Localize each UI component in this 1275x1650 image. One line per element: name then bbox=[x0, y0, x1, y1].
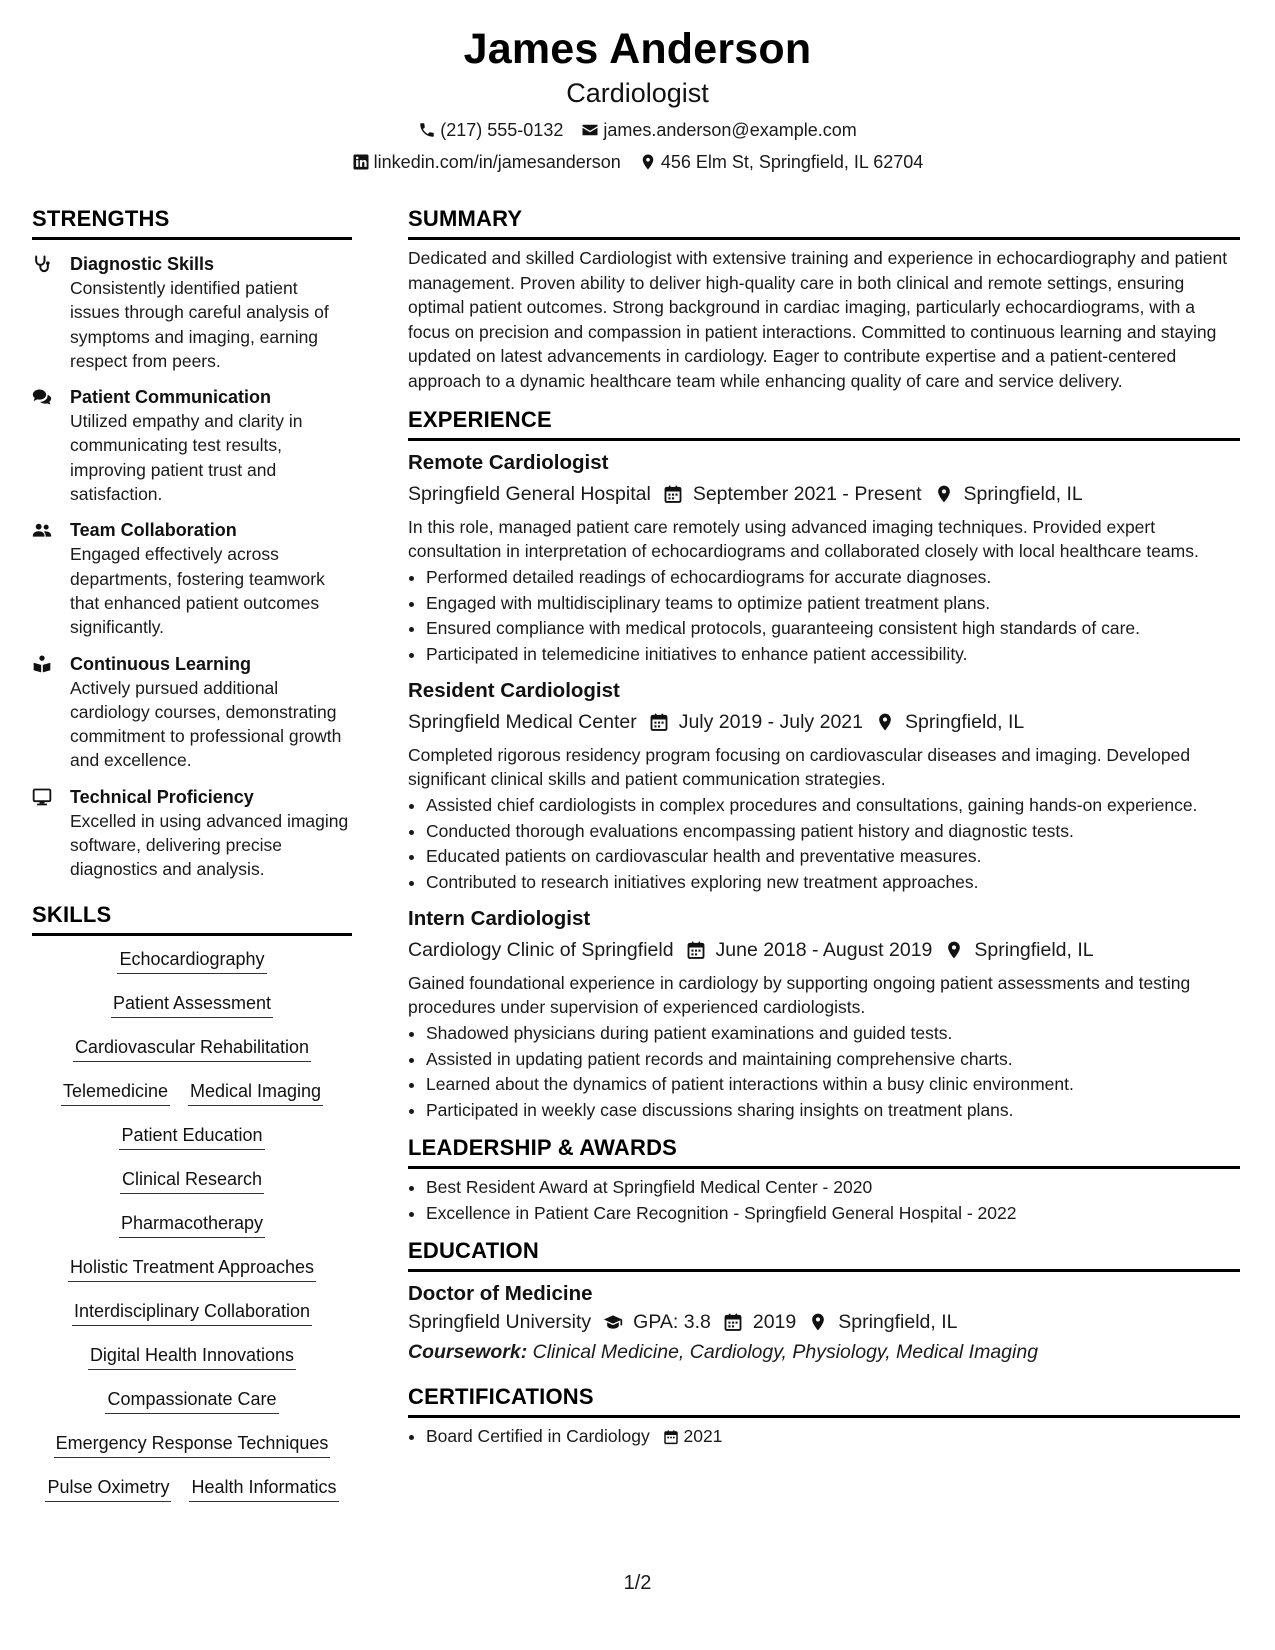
certification-name: Board Certified in Cardiology bbox=[426, 1426, 650, 1446]
skill-tag: Digital Health Innovations bbox=[88, 1344, 296, 1370]
candidate-name: James Anderson bbox=[463, 25, 812, 73]
desktop-icon bbox=[32, 785, 70, 882]
skill-tag: Holistic Treatment Approaches bbox=[68, 1256, 316, 1282]
job-description: Gained foundational experience in cardiology by supporting ongoing patient assessments and testing procedures under supervision of experienced cardiologists. bbox=[408, 973, 1191, 1017]
skill-tag: Emergency Response Techniques bbox=[54, 1432, 331, 1458]
strength-name: Technical Proficiency bbox=[70, 786, 254, 807]
job-org: Springfield Medical Center bbox=[408, 711, 637, 733]
awards-heading: LEADERSHIP & AWARDS bbox=[408, 1135, 1240, 1169]
skill-tag: Medical Imaging bbox=[188, 1080, 323, 1106]
skill-row bbox=[32, 1344, 352, 1370]
job-meta bbox=[408, 936, 1240, 964]
job-bullet: • Engaged with multidisciplinary teams to optimize patient treatment plans. bbox=[426, 591, 1240, 617]
strength-name: Continuous Learning bbox=[70, 653, 251, 674]
strength-name: Team Collaboration bbox=[70, 520, 237, 541]
job-bullet: • Contributed to research initiatives exploring new treatment approaches. bbox=[426, 870, 1240, 896]
award-item: • Best Resident Award at Springfield Medical Center - 2020 bbox=[426, 1175, 1240, 1201]
calendar-icon bbox=[686, 940, 706, 960]
stethoscope-icon bbox=[32, 252, 70, 373]
skill-tag: Cardiovascular Rehabilitation bbox=[73, 1036, 311, 1062]
job-bullet: • Educated patients on cardiovascular health and preventative measures. bbox=[426, 844, 1240, 870]
job-description: In this role, managed patient care remotely using advanced imaging techniques. Provided expert consultation in interpretation of echocardiograms and collaborated closely with local healthcare teams. bbox=[408, 517, 1199, 561]
skill-row bbox=[32, 1036, 352, 1062]
contact-phone bbox=[418, 119, 563, 141]
job-entry bbox=[408, 905, 1240, 1123]
comments-icon bbox=[32, 385, 70, 506]
job-title: Resident Cardiologist bbox=[408, 679, 620, 702]
skills-list bbox=[32, 948, 352, 1502]
job-bullet: • Performed detailed readings of echocardiograms for accurate diagnoses. bbox=[426, 565, 1240, 591]
job-bullet: • Learned about the dynamics of patient interactions within a busy clinic environment. bbox=[426, 1072, 1240, 1098]
contact-email[interactable] bbox=[581, 119, 856, 141]
job-title: Intern Cardiologist bbox=[408, 907, 591, 930]
contact-address bbox=[639, 151, 924, 173]
certification-year: 2021 bbox=[683, 1426, 723, 1446]
skill-tag: Patient Assessment bbox=[111, 992, 273, 1018]
skill-tag: Pulse Oximetry bbox=[45, 1476, 171, 1502]
skill-row bbox=[32, 1124, 352, 1150]
strength-desc: Utilized empathy and clarity in communicating test results, improving patient trust and satisfaction. bbox=[70, 411, 303, 505]
calendar-icon bbox=[649, 712, 669, 732]
job-bullet: • Assisted chief cardiologists in complex procedures and consultations, gaining hands-on experience. bbox=[426, 793, 1240, 819]
map-marker-icon bbox=[639, 153, 657, 171]
candidate-title: Cardiologist bbox=[566, 78, 709, 108]
strength-name: Patient Communication bbox=[70, 387, 272, 408]
map-marker-icon bbox=[934, 484, 954, 504]
job-bullet: • Conducted thorough evaluations encompassing patient history and diagnostic tests. bbox=[426, 819, 1240, 845]
skill-tag: Clinical Research bbox=[120, 1168, 264, 1194]
contact-linkedin[interactable] bbox=[352, 151, 621, 173]
job-location: Springfield, IL bbox=[904, 711, 1025, 733]
education-meta bbox=[408, 1308, 1240, 1336]
right-column bbox=[408, 206, 1240, 1450]
job-location: Springfield, IL bbox=[974, 939, 1094, 961]
skill-row bbox=[32, 1212, 352, 1238]
job-dates: July 2019 - July 2021 bbox=[678, 711, 863, 733]
skill-row bbox=[32, 1300, 352, 1326]
skill-row bbox=[32, 1476, 352, 1502]
phone-text: (217) 555-0132 bbox=[440, 120, 564, 140]
certifications-list bbox=[408, 1424, 1240, 1450]
experience-heading: EXPERIENCE bbox=[408, 407, 1240, 441]
summary-heading: SUMMARY bbox=[408, 206, 1240, 240]
phone-icon bbox=[418, 121, 436, 139]
strength-item bbox=[32, 385, 352, 506]
users-icon bbox=[32, 518, 70, 639]
address-text: 456 Elm St, Springfield, IL 62704 bbox=[660, 152, 924, 172]
strength-desc: Engaged effectively across departments, fostering teamwork that enhanced patient outcomes significantly. bbox=[70, 544, 325, 638]
contact-row-1 bbox=[0, 119, 1275, 141]
job-meta bbox=[408, 708, 1240, 736]
job-bullet: • Shadowed physicians during patient examinations and guided tests. bbox=[426, 1021, 1240, 1047]
education-heading: EDUCATION bbox=[408, 1238, 1240, 1272]
job-description: Completed rigorous residency program focusing on cardiovascular diseases and imaging. Developed significant clinical skills and patient communication strategies. bbox=[408, 745, 1191, 789]
job-org: Cardiology Clinic of Springfield bbox=[408, 939, 674, 961]
job-title: Remote Cardiologist bbox=[408, 451, 609, 474]
certifications-heading: CERTIFICATIONS bbox=[408, 1384, 1240, 1418]
strength-item bbox=[32, 652, 352, 773]
awards-list bbox=[408, 1175, 1240, 1226]
degree-title: Doctor of Medicine bbox=[408, 1282, 593, 1305]
job-dates: September 2021 - Present bbox=[692, 483, 922, 505]
strength-item bbox=[32, 252, 352, 373]
skill-row bbox=[32, 948, 352, 974]
book-reader-icon bbox=[32, 652, 70, 773]
job-meta bbox=[408, 480, 1240, 508]
award-item: • Excellence in Patient Care Recognition - Springfield General Hospital - 2022 bbox=[426, 1201, 1240, 1227]
education-entry bbox=[408, 1280, 1240, 1366]
school-name: Springfield University bbox=[408, 1311, 592, 1333]
contact-row-2 bbox=[0, 151, 1275, 173]
job-bullet: • Assisted in updating patient records and maintaining comprehensive charts. bbox=[426, 1047, 1240, 1073]
strength-desc: Consistently identified patient issues through careful analysis of symptoms and imaging, earning respect from peers. bbox=[70, 278, 329, 371]
calendar-icon bbox=[663, 484, 683, 504]
skill-row bbox=[32, 1388, 352, 1414]
envelope-icon bbox=[581, 121, 599, 139]
strength-desc: Excelled in using advanced imaging software, delivering precise diagnostics and analysis. bbox=[70, 810, 349, 880]
calendar-icon bbox=[663, 1429, 679, 1445]
skills-heading: SKILLS bbox=[32, 902, 352, 936]
strength-desc: Actively pursued additional cardiology courses, demonstrating commitment to professional growth and excellence. bbox=[70, 677, 342, 771]
strength-item bbox=[32, 518, 352, 639]
skill-tag: Echocardiography bbox=[117, 948, 266, 974]
job-bullets bbox=[408, 793, 1240, 895]
linkedin-icon bbox=[352, 153, 370, 171]
email-text[interactable]: james.anderson@example.com bbox=[603, 120, 857, 140]
resume-header bbox=[0, 22, 1275, 173]
job-bullet: • Participated in telemedicine initiatives to enhance patient accessibility. bbox=[426, 642, 1240, 668]
map-marker-icon bbox=[875, 712, 895, 732]
strength-name: Diagnostic Skills bbox=[70, 254, 215, 274]
skill-row bbox=[32, 1256, 352, 1282]
graduation-year: 2019 bbox=[752, 1311, 797, 1333]
gpa-text: GPA: 3.8 bbox=[633, 1311, 711, 1333]
graduation-cap-icon bbox=[603, 1312, 623, 1332]
coursework-label: Coursework: bbox=[408, 1341, 528, 1363]
skill-tag: Pharmacotherapy bbox=[119, 1212, 265, 1238]
skill-row bbox=[32, 1168, 352, 1194]
job-bullet: • Ensured compliance with medical protocols, guaranteeing consistent high standards of care. bbox=[426, 616, 1240, 642]
page-number: 1/2 bbox=[623, 1572, 652, 1594]
summary-text: Dedicated and skilled Cardiologist with extensive training and experience in echocardiography and patient management. Proven ability to deliver high-quality care in both clinical and remote settings, ensuring optimal patient outcomes. Strong background in cardiac imaging, particularly echocardiograms, with a focus on precision and compassion in patient interactions. Committed to continuous learning and staying updated on latest advancements in cardiology. Eager to contribute expertise and a patient-centered approach to a dynamic healthcare team while enhancing quality of care and service delivery. bbox=[408, 248, 1228, 391]
calendar-icon bbox=[723, 1312, 743, 1332]
job-bullets bbox=[408, 1021, 1240, 1123]
job-location: Springfield, IL bbox=[963, 483, 1083, 505]
skill-row bbox=[32, 1432, 352, 1458]
skill-tag: Patient Education bbox=[119, 1124, 264, 1150]
skill-tag: Interdisciplinary Collaboration bbox=[72, 1300, 312, 1326]
job-entry bbox=[408, 677, 1240, 895]
skill-tag: Compassionate Care bbox=[105, 1388, 278, 1414]
job-dates: June 2018 - August 2019 bbox=[715, 939, 933, 961]
coursework bbox=[408, 1338, 1240, 1366]
strengths-heading: STRENGTHS bbox=[32, 206, 352, 240]
map-marker-icon bbox=[808, 1312, 828, 1332]
job-bullets bbox=[408, 565, 1240, 667]
skill-row bbox=[32, 992, 352, 1018]
job-bullet: • Participated in weekly case discussions sharing insights on treatment plans. bbox=[426, 1098, 1240, 1124]
education-location: Springfield, IL bbox=[838, 1311, 958, 1333]
linkedin-text[interactable]: linkedin.com/in/jamesanderson bbox=[373, 152, 621, 172]
left-column bbox=[32, 206, 352, 1520]
coursework-text: Clinical Medicine, Cardiology, Physiology, Medical Imaging bbox=[532, 1341, 1039, 1363]
skill-tag: Telemedicine bbox=[61, 1080, 170, 1106]
skill-tag: Health Informatics bbox=[189, 1476, 338, 1502]
job-entry bbox=[408, 449, 1240, 667]
map-marker-icon bbox=[944, 940, 964, 960]
certification-item bbox=[426, 1424, 1240, 1450]
skill-row bbox=[32, 1080, 352, 1106]
strength-item bbox=[32, 785, 352, 882]
job-org: Springfield General Hospital bbox=[408, 483, 651, 505]
